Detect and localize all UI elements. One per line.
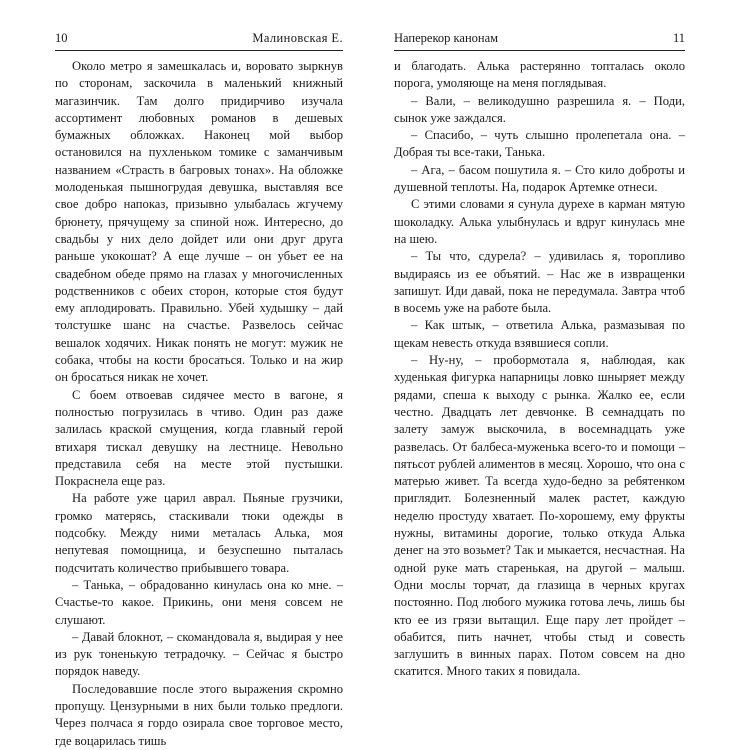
right-running-head xyxy=(394,31,685,47)
paragraph: На работе уже царил аврал. Пьяные грузчики, громко матерясь, стаскивали тюки одежды в подсобку. Между ними металась Алька, моя непутевая помощница, и безуспешно пыталась подсчитать количество прибывшего товара. xyxy=(55,491,343,575)
author-name: Малиновская Е. xyxy=(252,31,343,45)
left-page xyxy=(55,0,343,748)
right-page-body xyxy=(394,58,685,681)
header-rule xyxy=(394,50,685,51)
paragraph-continuation: и благодать. Алька растерянно топталась около порога, умоляюще на меня поглядывая. xyxy=(394,59,685,91)
paragraph: Последовавшие после этого выражения скромно пропущу. Цензурными в них были только предлоги. Через полчаса я гордо озирала свое торговое место, где воцарилась тишь xyxy=(55,681,343,748)
paragraph: – Ага, – басом пошутила я. – Сто кило доброты и душевной теплоты. На, подарок Артемке отнеси. xyxy=(394,162,685,195)
left-page-body xyxy=(55,58,343,750)
left-running-head xyxy=(55,31,343,47)
book-title: Наперекор канонам xyxy=(394,31,499,45)
page-number: 10 xyxy=(55,31,68,45)
paragraph: – Ну-ну, – пробормотала я, наблюдая, как худенькая фигурка напарницы ловко шныряет между рядами, спеша к выходу с рынка. Жалко ее, если честно. Двадцать лет девчонке. В семнадцать по залету замуж выскочила, в восемнадцать уже развелась. От балбеса-муженька всего-то и помощи – пятьсот рублей алиментов в месяц. Хорошо, что она с матерью живет. Та всегда худо-бедно за ребятенком приглядит. Болезненный малек растет, каждую неделю простуду хватает. По-хорошему, ему фрукты нужны, витамины дорогие, только откуда Алька денег на это возьмет? Так и мыкается, несчастная. На одной руке мать старенькая, на другой – малыш. Одни мослы торчат, да глазища в черных кругах постоянно. Под любого мужика готова лечь, лишь бы кто ее из грязи вытащил. Еще пару лет пройдет – обабится, пить начнет, чтобы стыд и совесть заглушить в винных парах. Потом совсем на дно скатится. Много таких я повидала. xyxy=(394,353,685,679)
paragraph: – Давай блокнот, – скомандовала я, выдирая у нее из рук тоненькую тетрадочку. – Сейчас я быстро порядок наведу. xyxy=(55,629,343,679)
paragraph: – Спасибо, – чуть слышно пролепетала она. – Добрая ты все-таки, Танька. xyxy=(394,128,685,160)
page-number: 11 xyxy=(672,31,685,45)
right-page xyxy=(394,0,685,679)
paragraph: – Как штык, – ответила Алька, размазывая по щекам невесть откуда взявшиеся сопли. xyxy=(394,318,685,350)
paragraph: С этими словами я сунула дурехе в карман мятую шоколадку. Алька улыбнулась и вдруг кинулась мне на шею. xyxy=(394,197,685,246)
paragraph: С боем отвоевав сидячее место в вагоне, я полностью погрузилась в чтиво. Один раз даже залилась краской смущения, когда главный герой втихаря тискал девушку на лестнице. Невольно представила себя на месте этой пустышки. Покраснела еще раз. xyxy=(55,387,343,489)
header-rule xyxy=(55,50,343,51)
paragraph: – Танька, – обрадованно кинулась она ко мне. – Счастье-то какое. Прикинь, они меня совсем не слушают. xyxy=(55,577,343,627)
paragraph: – Вали, – великодушно разрешила я. – Поди, сынок уже заждался. xyxy=(394,93,685,125)
paragraph: – Ты что, сдурела? – удивилась я, торопливо выдираясь из ее объятий. – Нас же в извращенки запишут. Иди давай, пока не передумала. Завтра чтоб в восемь уже на работе была. xyxy=(394,249,685,316)
paragraph: Около метро я замешкалась и, воровато зыркнув по сторонам, заскочила в маленький книжный магазинчик. Там долго придирчиво изучала ассортимент любовных романов в дешевых бумажных обложках. Наконец мой выбор остановился на пухленьком томике с заманчивым названием «Страсть в багровых тонах». На обложке молоденькая пышногрудая девушка, выставляя все свое добро напоказ, призывно улыбалась жгучему брюнету, прячущему за спиной нож. Интересно, до свадьбы у них дело дойдет или они друг друга раньше укокошат? А еще лучше – он убьет ее на свадебном обеде прямо на глазах у многочисленных родственников с обеих сторон, которые стоя будут ему аплодировать. Правильно. Убей худышку – дай толстушке шанс на счастье. Развелось сейчас вешалок ходячих. Никак понять не могут: мужик не собака, чтобы на кости бросаться. Только и на жир он бросаться никак не хочет. xyxy=(55,59,343,385)
